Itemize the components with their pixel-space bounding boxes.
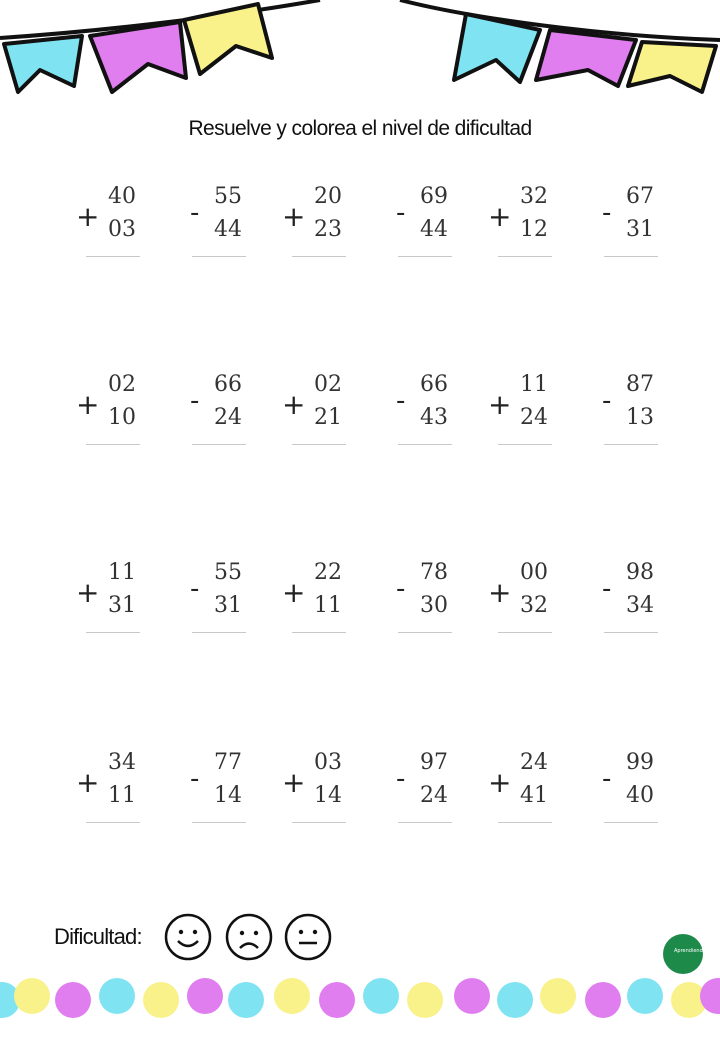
- answer-line[interactable]: [604, 632, 658, 633]
- top-number: 67: [626, 184, 654, 209]
- border-dot: [363, 978, 399, 1014]
- answer-line[interactable]: [604, 256, 658, 257]
- top-number: 69: [420, 184, 448, 209]
- top-number: 99: [626, 750, 654, 775]
- plus-sign: +: [488, 576, 512, 609]
- plus-sign: +: [282, 200, 306, 233]
- plus-sign: +: [488, 200, 512, 233]
- arithmetic-problem: [488, 560, 562, 642]
- top-number: 87: [626, 372, 654, 397]
- bottom-number: 10: [108, 405, 136, 430]
- top-number: 34: [108, 750, 136, 775]
- bottom-number: 21: [314, 405, 342, 430]
- top-number: 32: [520, 184, 548, 209]
- answer-line[interactable]: [86, 444, 140, 445]
- minus-sign: -: [396, 764, 406, 794]
- border-dot: [454, 978, 490, 1014]
- answer-line[interactable]: [192, 822, 246, 823]
- bottom-number: 32: [520, 593, 548, 618]
- arithmetic-problem: [488, 750, 562, 832]
- border-dot: [14, 978, 50, 1014]
- minus-sign: -: [190, 764, 200, 794]
- bottom-number: 24: [214, 405, 242, 430]
- top-number: 20: [314, 184, 342, 209]
- minus-sign: -: [602, 574, 612, 604]
- bottom-number: 23: [314, 217, 342, 242]
- minus-sign: -: [190, 198, 200, 228]
- arithmetic-problem: [392, 752, 462, 832]
- top-number: 00: [520, 560, 548, 585]
- border-dot: [585, 982, 621, 1018]
- answer-line[interactable]: [86, 256, 140, 257]
- pennant-flag: [184, 4, 272, 74]
- border-dot: [228, 982, 264, 1018]
- bottom-number: 11: [314, 593, 342, 618]
- plus-sign: +: [282, 766, 306, 799]
- arithmetic-problem: [282, 750, 356, 832]
- plus-sign: +: [76, 200, 100, 233]
- answer-line[interactable]: [192, 632, 246, 633]
- bottom-number: 30: [420, 593, 448, 618]
- top-number: 24: [520, 750, 548, 775]
- sad-face-icon[interactable]: [224, 912, 274, 962]
- answer-line[interactable]: [398, 256, 452, 257]
- arithmetic-problem: [488, 184, 562, 266]
- arithmetic-problem: [598, 374, 668, 454]
- border-dot: [319, 982, 355, 1018]
- minus-sign: -: [190, 574, 200, 604]
- plus-sign: +: [282, 388, 306, 421]
- answer-line[interactable]: [192, 444, 246, 445]
- arithmetic-problem: [186, 562, 256, 642]
- border-dot: [627, 978, 663, 1014]
- answer-line[interactable]: [292, 632, 346, 633]
- border-dot: [540, 978, 576, 1014]
- top-number: 02: [314, 372, 342, 397]
- pennant-flag: [4, 36, 82, 92]
- bottom-number: 31: [108, 593, 136, 618]
- bottom-number: 44: [214, 217, 242, 242]
- pennant-flag: [90, 22, 186, 92]
- arithmetic-problem: [186, 186, 256, 266]
- bottom-number: 31: [626, 217, 654, 242]
- arithmetic-problem: [282, 372, 356, 454]
- arithmetic-problem: [186, 374, 256, 454]
- top-number: 55: [214, 184, 242, 209]
- plus-sign: +: [488, 766, 512, 799]
- top-number: 97: [420, 750, 448, 775]
- border-dot: [143, 982, 179, 1018]
- minus-sign: -: [396, 574, 406, 604]
- answer-line[interactable]: [498, 444, 552, 445]
- answer-line[interactable]: [604, 822, 658, 823]
- arithmetic-problem: [282, 184, 356, 266]
- bunting-banner: [0, 0, 720, 100]
- answer-line[interactable]: [498, 256, 552, 257]
- answer-line[interactable]: [86, 632, 140, 633]
- answer-line[interactable]: [498, 632, 552, 633]
- neutral-face-icon[interactable]: [283, 912, 333, 962]
- top-number: 22: [314, 560, 342, 585]
- plus-sign: +: [282, 576, 306, 609]
- arithmetic-problem: [76, 372, 150, 454]
- bottom-number: 03: [108, 217, 136, 242]
- arithmetic-problem: [76, 750, 150, 832]
- arithmetic-problem: [598, 752, 668, 832]
- bottom-number: 13: [626, 405, 654, 430]
- top-number: 98: [626, 560, 654, 585]
- top-number: 66: [214, 372, 242, 397]
- answer-line[interactable]: [398, 822, 452, 823]
- top-number: 77: [214, 750, 242, 775]
- answer-line[interactable]: [292, 256, 346, 257]
- minus-sign: -: [396, 386, 406, 416]
- top-number: 11: [108, 560, 136, 585]
- arithmetic-problem: [598, 562, 668, 642]
- border-dot: [407, 982, 443, 1018]
- answer-line[interactable]: [498, 822, 552, 823]
- difficulty-label: Dificultad:: [54, 924, 142, 949]
- minus-sign: -: [602, 198, 612, 228]
- logo: [663, 934, 703, 974]
- bottom-number: 43: [420, 405, 448, 430]
- arithmetic-problem: [76, 184, 150, 266]
- bottom-number: 40: [626, 783, 654, 808]
- answer-line[interactable]: [398, 444, 452, 445]
- arithmetic-problem: [598, 186, 668, 266]
- border-dot: [497, 982, 533, 1018]
- bottom-number: 12: [520, 217, 548, 242]
- bottom-number: 24: [520, 405, 548, 430]
- dot-border: [0, 976, 720, 1026]
- border-dot: [187, 978, 223, 1014]
- bottom-number: 14: [314, 783, 342, 808]
- arithmetic-problem: [76, 560, 150, 642]
- page-title: Resuelve y colorea el nivel de dificultad: [188, 117, 532, 140]
- top-number: 55: [214, 560, 242, 585]
- plus-sign: +: [76, 388, 100, 421]
- bottom-number: 44: [420, 217, 448, 242]
- top-number: 40: [108, 184, 136, 209]
- top-number: 03: [314, 750, 342, 775]
- minus-sign: -: [396, 198, 406, 228]
- logo-text: Aprendiendo: [674, 948, 706, 954]
- plus-sign: +: [488, 388, 512, 421]
- plus-sign: +: [76, 766, 100, 799]
- top-number: 02: [108, 372, 136, 397]
- smiley-face-icon[interactable]: [163, 912, 213, 962]
- arithmetic-problem: [392, 186, 462, 266]
- bottom-number: 14: [214, 783, 242, 808]
- arithmetic-problem: [392, 562, 462, 642]
- arithmetic-problem: [282, 560, 356, 642]
- bottom-number: 24: [420, 783, 448, 808]
- answer-line[interactable]: [292, 444, 346, 445]
- top-number: 66: [420, 372, 448, 397]
- bottom-number: 11: [108, 783, 136, 808]
- border-dot: [55, 982, 91, 1018]
- arithmetic-problem: [488, 372, 562, 454]
- bottom-number: 31: [214, 593, 242, 618]
- border-dot: [99, 978, 135, 1014]
- minus-sign: -: [602, 764, 612, 794]
- answer-line[interactable]: [604, 444, 658, 445]
- bottom-number: 41: [520, 783, 548, 808]
- answer-line[interactable]: [86, 822, 140, 823]
- border-dot: [274, 978, 310, 1014]
- top-number: 78: [420, 560, 448, 585]
- answer-line[interactable]: [398, 632, 452, 633]
- answer-line[interactable]: [192, 256, 246, 257]
- bottom-number: 34: [626, 593, 654, 618]
- answer-line[interactable]: [292, 822, 346, 823]
- minus-sign: -: [190, 386, 200, 416]
- plus-sign: +: [76, 576, 100, 609]
- top-number: 11: [520, 372, 548, 397]
- arithmetic-problem: [392, 374, 462, 454]
- arithmetic-problem: [186, 752, 256, 832]
- pennant-flag: [536, 30, 636, 86]
- pennant-flag: [628, 42, 716, 92]
- minus-sign: -: [602, 386, 612, 416]
